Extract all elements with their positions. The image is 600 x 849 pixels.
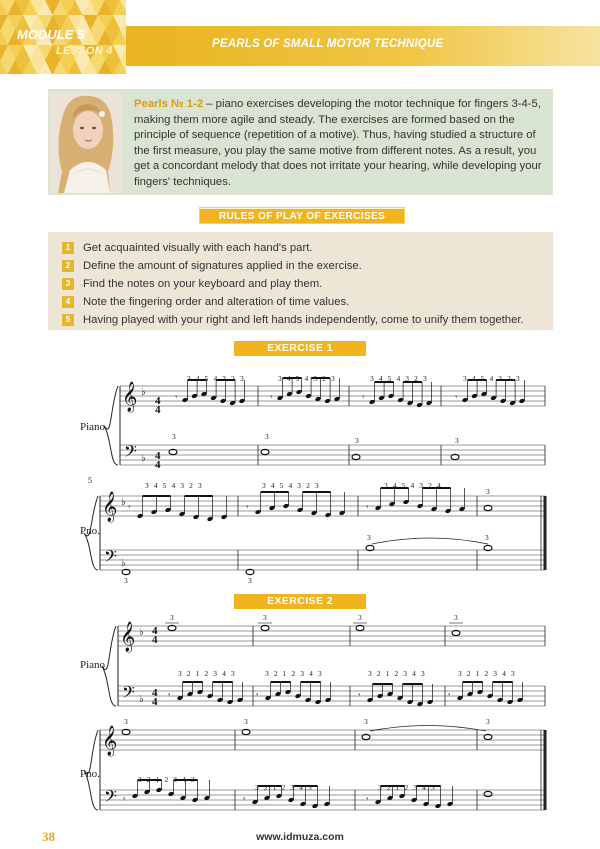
fingering: 3	[485, 533, 489, 542]
rest-icon: 𝄾	[448, 691, 451, 701]
intro-paragraph	[134, 97, 550, 190]
rule-text: Get acquainted visually with each hand's part.	[83, 242, 313, 254]
fingering: 3	[124, 576, 128, 585]
rule-number: 3	[62, 278, 74, 290]
fingering: 3	[486, 717, 490, 726]
rest-icon: 𝄾	[455, 393, 458, 403]
rule-number: 1	[62, 242, 74, 254]
fingering: 3 2 1 2 3 4 3	[138, 775, 197, 784]
note-beam	[185, 495, 213, 497]
fingering: 3 2 1 2 3 4 3	[378, 783, 437, 792]
fingering: 3	[265, 432, 269, 441]
fingering: 3	[248, 576, 252, 585]
rule-item	[62, 294, 349, 310]
bass-time-signature-bottom: 4	[152, 696, 158, 708]
rule-number: 2	[62, 260, 74, 272]
bass-clef-icon: 𝄢	[104, 546, 117, 570]
exercise-1-instrument-short-label: Pno.	[80, 525, 100, 537]
fingering: 3	[455, 436, 459, 445]
rest-icon: 𝄾	[256, 691, 259, 701]
rest-icon: 𝄾	[175, 393, 178, 403]
time-signature-bottom: 4	[155, 404, 161, 416]
fingering: 3 2 1 2 3 4 3	[265, 669, 324, 678]
fingering: 3 4 5 4 3 2 3	[262, 481, 321, 490]
fingering: 3 2 1 2 3 4 3	[368, 669, 427, 678]
rule-item	[62, 258, 362, 274]
exercise-2-heading: EXERCISE 2	[234, 594, 366, 609]
rule-item	[62, 240, 313, 256]
exercise-1-instrument-label: Piano	[80, 421, 106, 433]
rest-icon: 𝄾	[366, 503, 369, 513]
fingering: 3	[367, 533, 371, 542]
flat-icon: ♭	[141, 387, 146, 398]
flat-icon: ♭	[141, 453, 146, 464]
treble-clef-icon: 𝄞	[122, 382, 138, 412]
page-number: 38	[42, 829, 55, 844]
bass-clef-icon: 𝄢	[124, 441, 137, 465]
rest-icon: 𝄾	[168, 691, 171, 701]
rule-item	[62, 276, 322, 292]
tie	[372, 538, 488, 544]
lesson-label: LESSON 4	[56, 45, 113, 57]
rule-text: Note the fingering order and alteration of time values.	[83, 296, 350, 308]
rule-text: Find the notes on your keyboard and play them.	[83, 278, 323, 290]
footer-url: www.idmuza.com	[256, 831, 344, 843]
fingering: 3 4 5 4 3 2 3	[278, 374, 337, 383]
girl-portrait-image	[50, 92, 122, 193]
time-signature-bottom: 4	[152, 634, 158, 646]
flat-icon: ♭	[121, 497, 126, 508]
measure-number: 5	[88, 476, 92, 485]
bass-time-signature-bottom: 4	[155, 459, 161, 471]
note-beam	[183, 681, 203, 683]
fingering: 3 4 5 4 3 2 3	[370, 374, 429, 383]
note-beam	[143, 495, 171, 497]
intro-box	[48, 89, 553, 195]
rest-icon: 𝄾	[128, 503, 131, 513]
treble-clef-icon: 𝄞	[102, 492, 118, 522]
fingering: 3	[486, 487, 490, 496]
intro-title: Pearls № 1-2	[134, 98, 204, 110]
time-signature-top: 4	[155, 395, 161, 407]
rule-text: Having played with your right and left hands independently, come to unify them together.	[83, 314, 524, 326]
rest-icon: 𝄾	[362, 393, 365, 403]
note-beam	[301, 681, 321, 683]
note-beam	[403, 683, 423, 685]
note-beam	[373, 683, 393, 685]
fingering: 3 4 5 4 3 2 4	[384, 481, 443, 490]
whole-note	[484, 791, 492, 796]
rest-icon: 𝄾	[243, 795, 246, 805]
rules-box	[48, 232, 553, 330]
fingering: 3 2 1 2 3 4 3	[255, 783, 314, 792]
exercise-2-instrument-short-label: Pno.	[80, 768, 100, 780]
bass-clef-icon: 𝄢	[104, 786, 117, 810]
fingering: 3 4 5 4 3 2 3	[463, 374, 522, 383]
note-beam	[303, 491, 331, 493]
flat-icon: ♭	[139, 694, 144, 705]
rule-text: Define the amount of signatures applied in the exercise.	[83, 260, 362, 272]
module-label: MODULE 5	[17, 27, 85, 42]
flat-icon: ♭	[139, 627, 144, 638]
treble-clef-icon: 𝄞	[120, 622, 136, 652]
bass-time-signature-top: 4	[155, 450, 161, 462]
exercise-2-instrument-label: Piano	[80, 659, 106, 671]
fingering: 3	[358, 613, 362, 622]
note-beam	[493, 681, 513, 683]
fingering: 3	[364, 717, 368, 726]
note-beam	[271, 681, 291, 683]
fingering: 3	[124, 717, 128, 726]
rule-number: 5	[62, 314, 74, 326]
fingering: 3	[170, 613, 174, 622]
rest-icon: 𝄾	[366, 795, 369, 805]
rest-icon: 𝄾	[270, 393, 273, 403]
note-beam	[213, 681, 233, 683]
exercise-1-heading: EXERCISE 1	[234, 341, 366, 356]
time-signature-top: 4	[152, 625, 158, 637]
rules-heading: RULES OF PLAY OF EXERCISES	[200, 208, 404, 223]
fingering: 3	[244, 717, 248, 726]
fingering: 3	[172, 432, 176, 441]
brace-icon	[104, 386, 118, 465]
flat-icon: ♭	[121, 558, 126, 569]
fingering: 3	[355, 436, 359, 445]
intro-body: – piano exercises developing the motor technique for fingers 3-4-5, making them more agile and steady. The exercises are formed based on the principle of sequence (repetition of a motive). Thus, having studied a structure of the first measure, you play the same motive from different notes. As a result, you get a concordant melody that does not irritate your hearing, while developing your fingers' techniques.	[134, 98, 542, 188]
note-beam	[261, 491, 289, 493]
rule-item	[62, 312, 524, 328]
page-title: PEARLS OF SMALL MOTOR TECHNIQUE	[212, 38, 444, 50]
bass-time-signature-top: 4	[152, 687, 158, 699]
fingering: 3	[454, 613, 458, 622]
fingering: 3 2 1 2 3 4 3	[458, 669, 517, 678]
bass-clef-icon: 𝄢	[122, 682, 135, 706]
treble-clef-icon: 𝄞	[102, 726, 118, 756]
exercise-2-score	[0, 612, 600, 826]
rule-number: 4	[62, 296, 74, 308]
exercise-1-score	[0, 360, 600, 590]
fingering: 3 4 5 4 3 2 3	[145, 481, 204, 490]
fingering: 3 2 1 2 3 4 3	[178, 669, 237, 678]
rest-icon: 𝄾	[246, 503, 249, 513]
fingering: 3 4 5 4 3 2 3	[187, 374, 246, 383]
fingering: 3	[263, 613, 267, 622]
note-beam	[463, 681, 483, 683]
rest-icon: 𝄾	[358, 691, 361, 701]
rest-icon: 𝄾	[123, 795, 126, 805]
